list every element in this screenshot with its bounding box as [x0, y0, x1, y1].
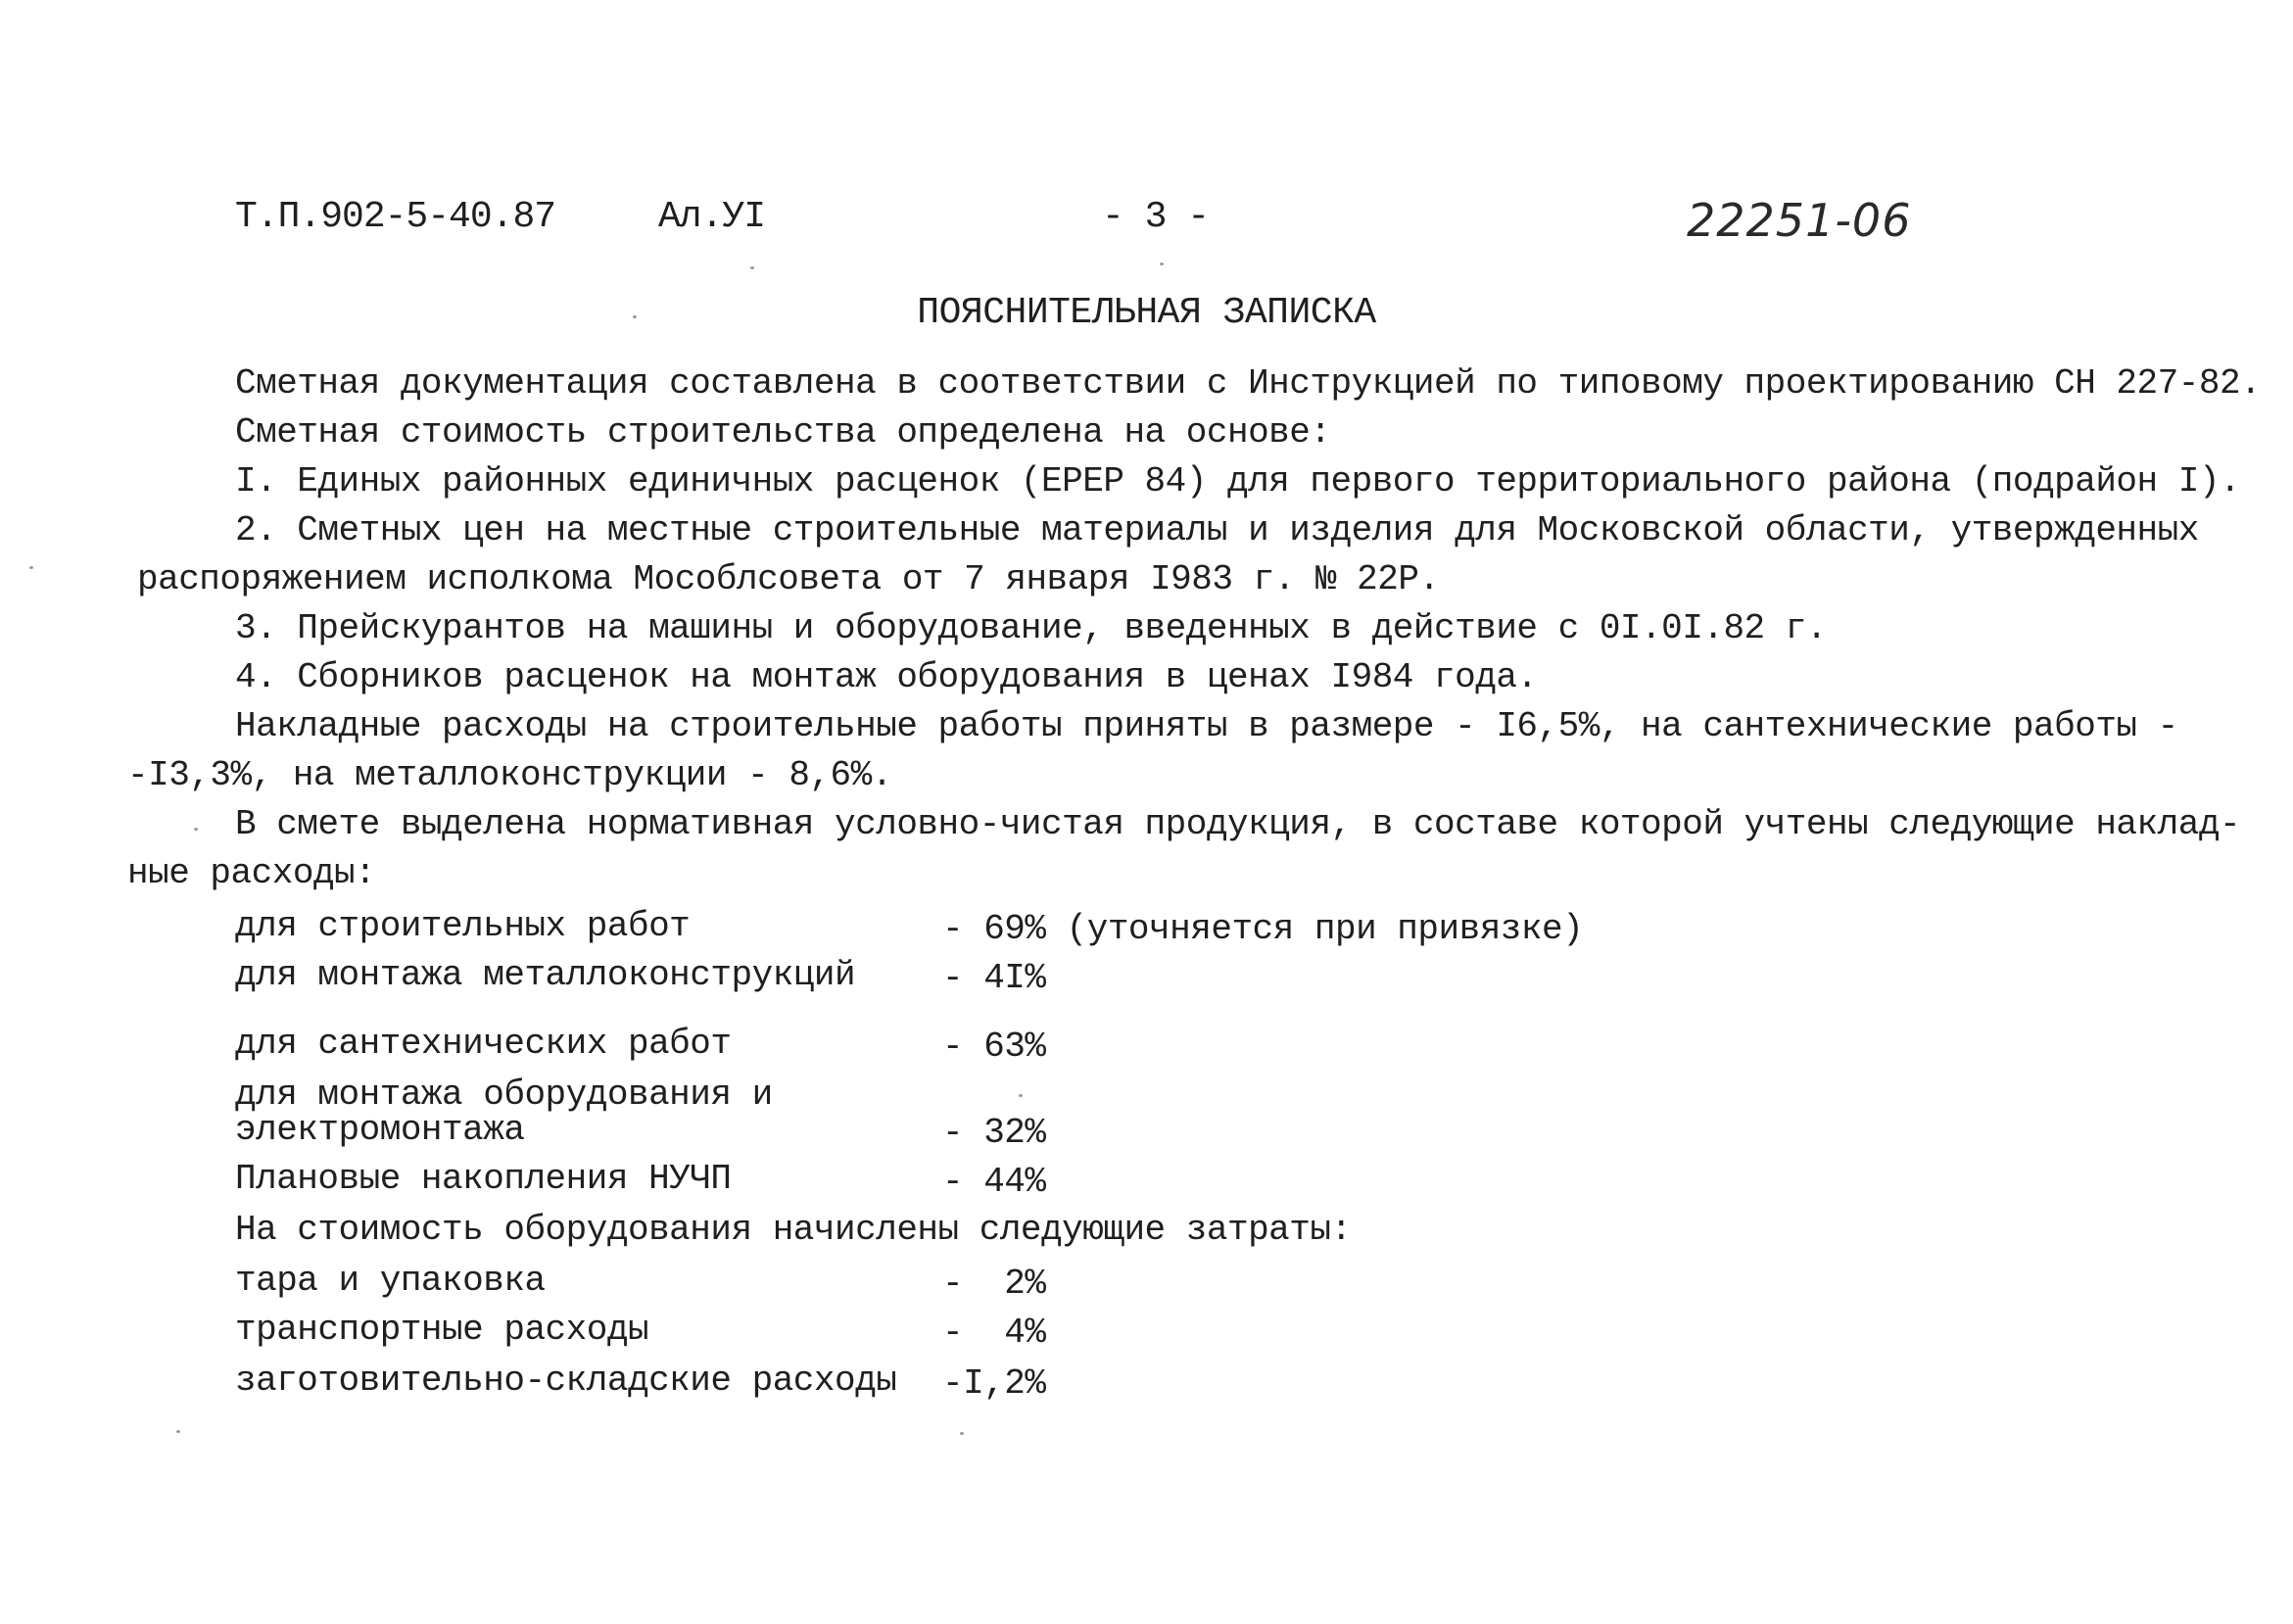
nuchp-line-1: В смете выделена нормативная условно-чистая продукция, в составе которой учтены следующие наклад-	[235, 804, 2241, 844]
nuchp-line-2: ные расходы:	[127, 853, 376, 893]
equipment-item-label: тара и упаковка	[235, 1261, 546, 1301]
equipment-item-value: -I,2%	[942, 1363, 1046, 1404]
overhead-item-value: - 69% (уточняется при привязке)	[942, 909, 1584, 949]
list-item-2-line-1: 2. Сметных цен на местные строительные материалы и изделия для Московской области, утвержденных	[235, 510, 2199, 550]
scan-speck	[750, 266, 754, 269]
scan-speck	[194, 828, 198, 831]
list-item-1: I. Единых районных единичных расценок (ЕРЕР 84) для первого территориального района (подрайон I).	[235, 461, 2241, 502]
overhead-item-value: - 32%	[942, 1113, 1046, 1153]
equipment-item-label: заготовительно-складские расходы	[235, 1361, 897, 1401]
overhead-item-label: для сантехнических работ	[235, 1024, 732, 1064]
scan-speck	[176, 1430, 180, 1433]
scan-speck	[1019, 1094, 1023, 1097]
scan-speck	[1160, 263, 1164, 265]
scan-speck	[960, 1432, 964, 1435]
list-item-3: 3. Прейскурантов на машины и оборудование, введенных в действие с 0I.0I.82 г.	[235, 608, 1827, 648]
scan-speck	[29, 566, 33, 569]
paragraph-2: Сметная стоимость строительства определена на основе:	[235, 412, 1331, 453]
paragraph-1: Сметная документация составлена в соответствии с Инструкцией по типовому проектированию СН 227-82.	[235, 363, 2262, 404]
overhead-item-label: для монтажа оборудования и	[235, 1075, 773, 1115]
doc-code: Т.П.902-5-40.87	[235, 196, 556, 238]
list-item-2-line-2: распоряжением исполкома Мособлсовета от 7 января I983 г. № 22Р.	[137, 559, 1440, 599]
overhead-item-value: - 63%	[942, 1027, 1046, 1067]
overhead-line-2: -I3,3%, на металлоконструкции - 8,6%.	[127, 755, 892, 795]
overhead-item-label-cont: электромонтажа	[235, 1110, 525, 1150]
overhead-item-label: для строительных работ	[235, 906, 691, 946]
inventory-number: 22251-06	[1687, 194, 1912, 247]
overhead-line-1: Накладные расходы на строительные работы приняты в размере - I6,5%, на сантехнические работы -	[235, 706, 2178, 746]
overhead-item-value: - 44%	[942, 1162, 1046, 1202]
equipment-item-value: - 4%	[942, 1313, 1046, 1353]
equipment-item-value: - 2%	[942, 1264, 1046, 1304]
scan-speck	[633, 315, 637, 318]
equipment-item-label: транспортные расходы	[235, 1310, 649, 1350]
list-item-4: 4. Сборников расценок на монтаж оборудования в ценах I984 года.	[235, 657, 1538, 697]
page-title: ПОЯСНИТЕЛЬНАЯ ЗАПИСКА	[917, 292, 1376, 334]
album-number: Ал.УI	[658, 196, 766, 238]
equipment-intro: На стоимость оборудования начислены следующие затраты:	[235, 1210, 1352, 1250]
overhead-item-label: для монтажа металлоконструкций	[235, 955, 856, 995]
overhead-item-label: Плановые накопления НУЧП	[235, 1159, 732, 1199]
page-number: - 3 -	[1102, 196, 1210, 238]
overhead-item-value: - 4I%	[942, 958, 1046, 998]
